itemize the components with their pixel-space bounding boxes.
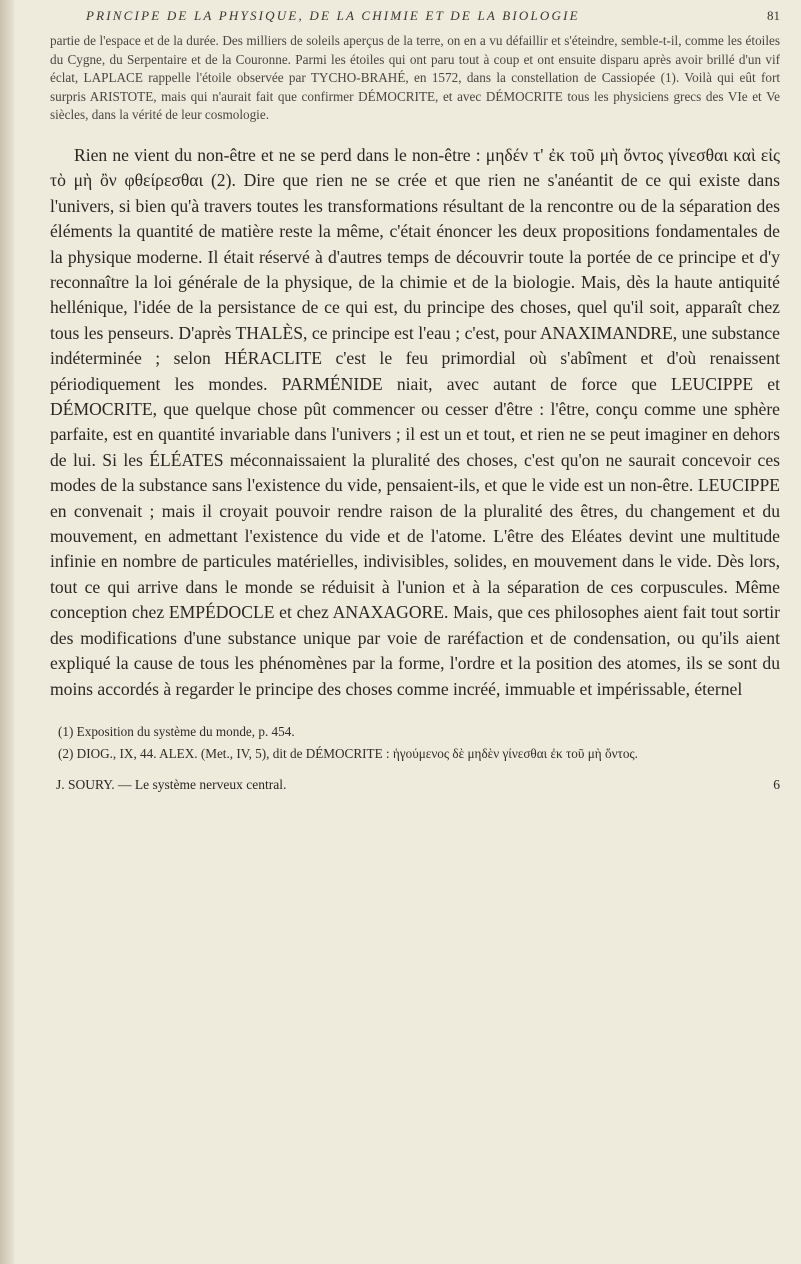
footnotes	[50, 722, 780, 763]
page-footer	[50, 777, 780, 793]
continued-paragraph: partie de l'espace et de la durée. Des milliers de soleils aperçus de la terre, on en a vu défaillir et s'éteindre, semble-t-il, comme les étoiles du Cygne, du Serpentaire et de la Couronne. Parmi les étoiles qui ont paru tout à coup et ont ensuite disparu après avoir brillé d'un vif éclat, LAPLACE rappelle l'étoile observée par TYCHO-BRAHÉ, en 1572, dans la constellation de Cassiopée (1). Voilà qui eût fort surpris ARISTOTE, mais qui n'aurait fait que confirmer DÉMOCRITE, et avec DÉMOCRITE tous les physiciens grecs des VIe et Ve siècles, dans la vérité de leur cosmologie.	[50, 33, 780, 123]
main-paragraph: Rien ne vient du non-être et ne se perd dans le non-être : μηδέν τ' ἐκ τοῦ μὴ ὄντος γίνεσθαι καὶ εἰς τὸ μὴ ὂν φθείρεσθαι (2). Dire que rien ne se crée et que rien ne s'anéantit de ce qui existe dans l'univers, si bien qu'à travers toutes les transformations résultant de la rencontre ou de la séparation des éléments la quantité de matière reste la même, c'était énoncer les deux propositions fondamentales de la physique moderne. Il était réservé à d'autres temps de découvrir toute la portée de ce principe et d'y reconnaître la loi générale de la physique, de la chimie et de la biologie. Mais, dès la haute antiquité hellénique, l'idée de la persistance de ce qui est, du principe des choses, quel qu'il soit, apparaît chez tous les penseurs. D'après THALÈS, ce principe est l'eau ; c'est, pour ANAXIMANDRE, une substance indéterminée ; selon HÉRACLITE c'est le feu primordial où s'abîment et d'où renaissent périodiquement les mondes. PARMÉNIDE niait, avec autant de force que LEUCIPPE et DÉMOCRITE, que quelque chose pût commencer ou cesser d'être : l'être, conçu comme une sphère parfaite, est en quantité invariable dans l'univers ; il est un et tout, et rien ne se peut imaginer en dehors de lui. Si les ÉLÉATES méconnaissaient la pluralité des choses, c'est qu'on ne saurait concevoir ces modes de la substance sans l'existence du vide, pensaient-ils, et que le vide est un non-être. LEUCIPPE en convenait ; mais il croyait pouvoir rendre raison de la pluralité des êtres, du changement et du mouvement, en admettant l'existence du vide et de l'atome. L'être des Eléates devint une multitude infinie en nombre de particules matérielles, indivisibles, solides, en mouvement dans le vide. Dès lors, tout ce qui arrive dans le monde se réduisit à l'union et à la séparation de ces corpuscules. Même conception chez EMPÉDOCLE et chez ANAXAGORE. Mais, que ces philosophes aient fait tout sortir des modifications d'une substance unique par voie de raréfaction et de condensation, ou qu'ils aient expliqué la cause de tous les phénomènes par la forme, l'ordre et la position des atomes, ils se sont du moins accordés à regarder le principe des choses comme incréé, immuable et impérissable, éternel	[50, 144, 780, 699]
book-binding-edge	[0, 0, 14, 1264]
running-header	[50, 8, 780, 24]
footnote-1: (1) Exposition du système du monde, p. 454.	[58, 723, 295, 739]
signature-mark: 6	[773, 776, 780, 792]
page-number: 81	[767, 8, 780, 23]
footnote-2: (2) DIOG., IX, 44. ALEX. (Met., IV, 5), dit de DÉMOCRITE : ἡγούμενος δὲ μηδὲν γίνεσθαι ἐκ τοῦ μὴ ὄντος.	[58, 745, 638, 761]
running-title: PRINCIPE DE LA PHYSIQUE, DE LA CHIMIE ET DE LA BIOLOGIE	[86, 8, 580, 23]
book-page	[50, 8, 780, 1254]
footer-signature: J. SOURY. — Le système nerveux central.	[56, 776, 287, 792]
